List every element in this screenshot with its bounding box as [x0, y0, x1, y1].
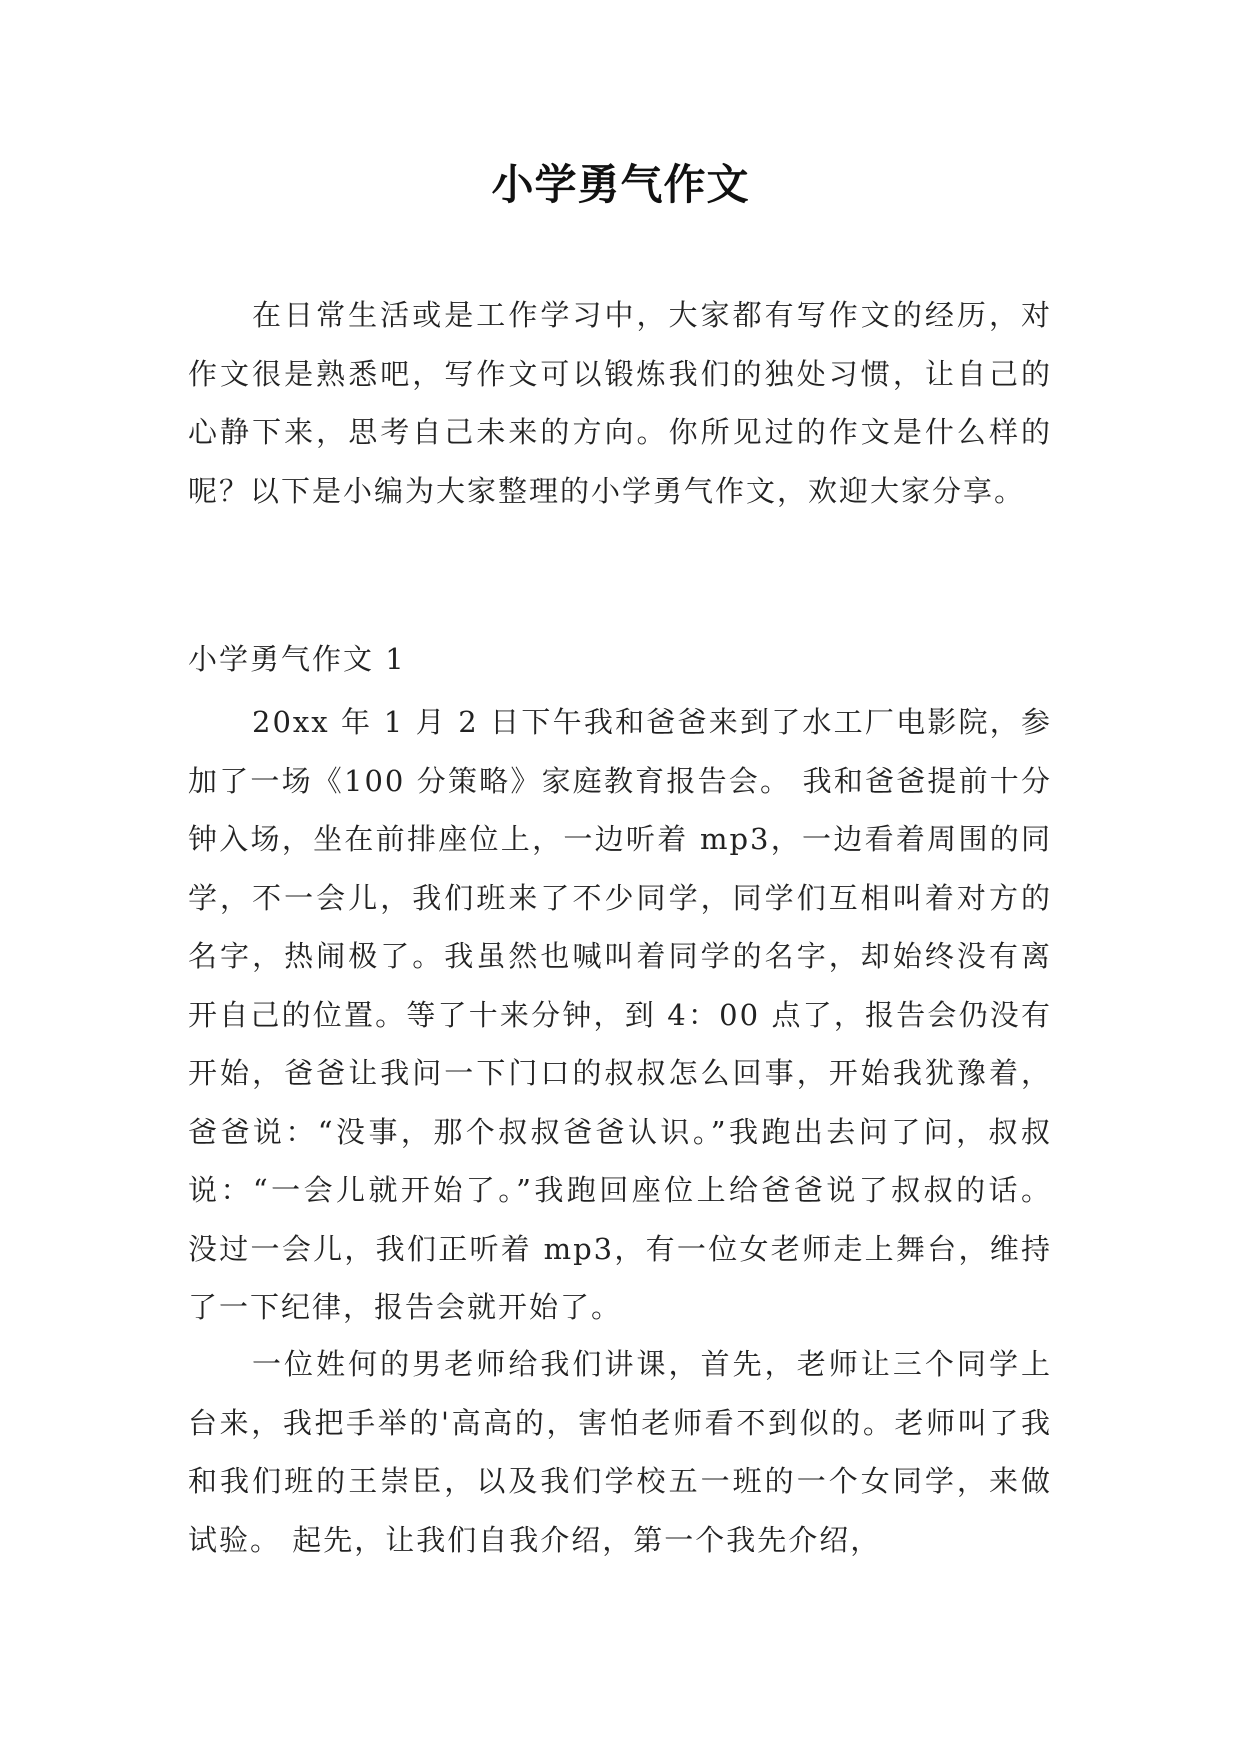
section-paragraph: 20xx 年 1 月 2 日下午我和爸爸来到了水工厂电影院，参加了一场《100 分策略》家庭教育报告会。 我和爸爸提前十分钟入场，坐在前排座位上，一边听着 mp3，一边看着周围的同学，不一会儿，我们班来了不少同学，同学们互相叫着对方的名字，热闹极了。我虽然也喊叫着同学的名字，却始终没有离开自己的位置。等了十来分钟，到 4：00 点了，报告会仍没有开始，爸爸让我问一下门口的叔叔怎么回事，开始我犹豫着，爸爸说：“没事，那个叔叔爸爸认识。”我跑出去问了问，叔叔说：“一会儿就开始了。”我跑回座位上给爸爸说了叔叔的话。 没过一会儿，我们正听着 mp3，有一位女老师走上舞台，维持了一下纪律，报告会就开始了。	[188, 705, 1052, 1324]
intro-paragraph: 在日常生活或是工作学习中，大家都有写作文的经历，对作文很是熟悉吧，写作文可以锻炼我们的独处习惯，让自己的心静下来，思考自己未来的方向。你所见过的作文是什么样的呢？以下是小编为大家整理的小学勇气作文，欢迎大家分享。	[188, 298, 1052, 508]
section-heading: 小学勇气作文 1	[188, 642, 406, 676]
section-paragraph: 一位姓何的男老师给我们讲课，首先，老师让三个同学上台来，我把手举的'高高的，害怕老师看不到似的。老师叫了我和我们班的王崇臣，以及我们学校五一班的一个女同学，来做试验。 起先，让我们自我介绍，第一个我先介绍，	[188, 1347, 1052, 1557]
document-title: 小学勇气作文	[491, 160, 750, 209]
